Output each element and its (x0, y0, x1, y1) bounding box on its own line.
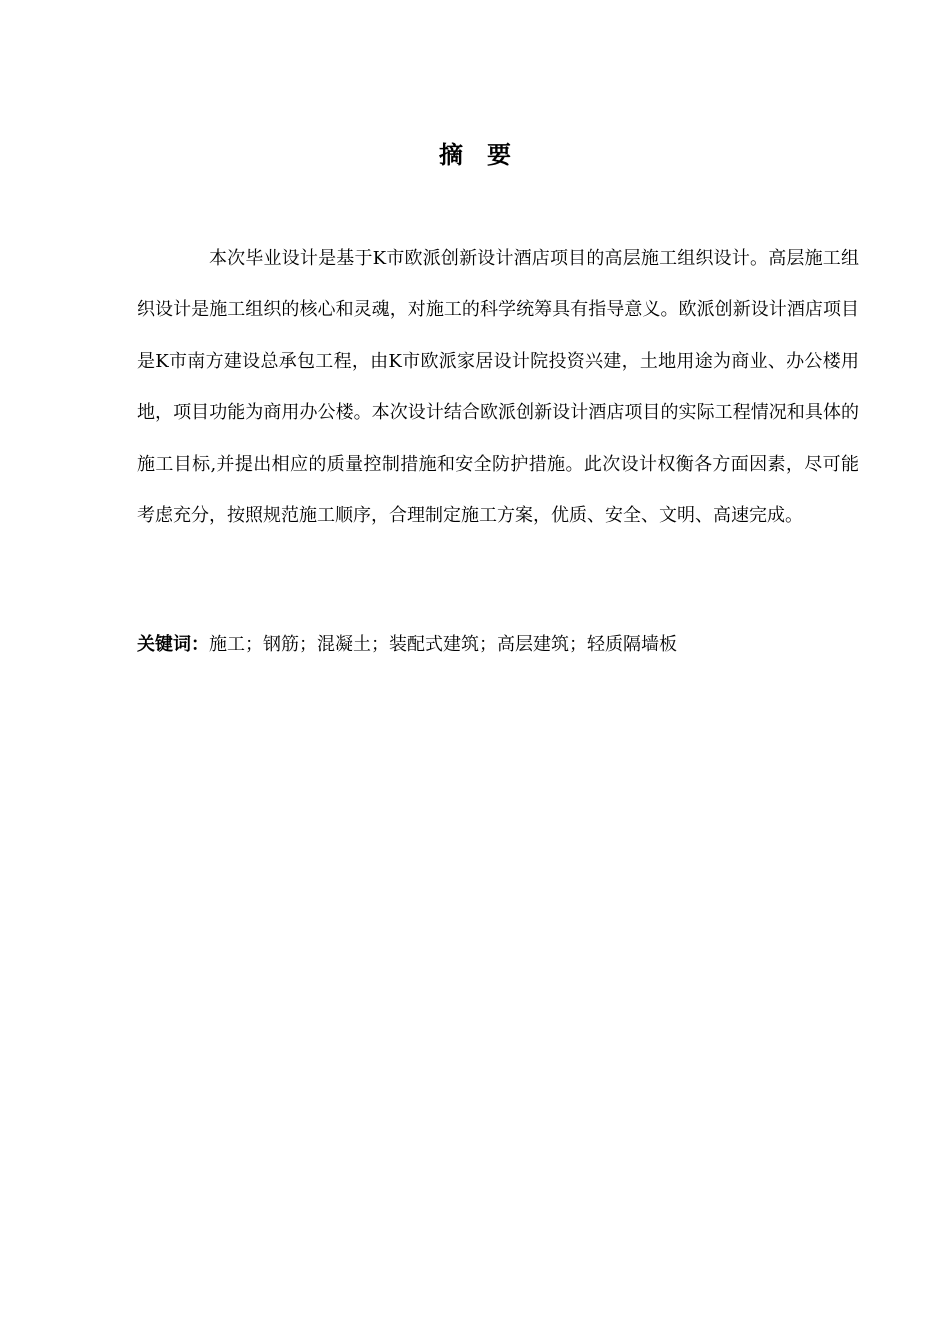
keywords-label: 关键词： (137, 634, 209, 655)
abstract-body: 本次毕业设计是基于K市欧派创新设计酒店项目的高层施工组织设计。高层施工组织设计是施工组织的核心和灵魂，对施工的科学统筹具有指导意义。欧派创新设计酒店项目是K市南方建设总承包工程，由K市欧派家居设计院投资兴建，土地用途为商业、办公楼用地，项目功能为商用办公楼。本次设计结合欧派创新设计酒店项目的实际工程情况和具体的施工目标,并提出相应的质量控制措施和安全防护措施。此次设计权衡各方面因素，尽可能考虑充分，按照规范施工顺序，合理制定施工方案，优质、安全、文明、高速完成。 (137, 248, 859, 527)
keywords-list: 施工；钢筋；混凝土；装配式建筑；高层建筑；轻质隔墙板 (209, 634, 677, 655)
keywords-line (137, 630, 859, 660)
abstract-title: 摘 要 (439, 141, 511, 169)
